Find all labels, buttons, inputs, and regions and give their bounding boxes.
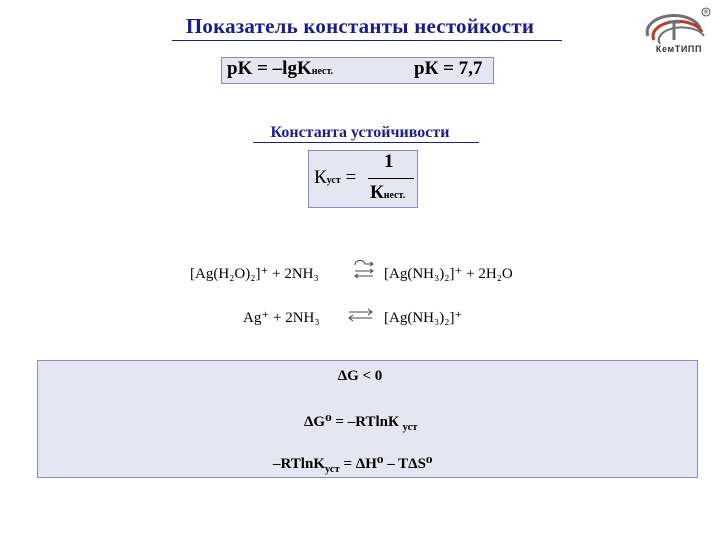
fraction-denominator-k: К <box>370 182 384 203</box>
pk-formula-right: pК = 7,7 <box>414 58 483 79</box>
k-equals: = <box>345 167 357 188</box>
subtitle-underline <box>253 142 479 143</box>
fraction-bar <box>368 178 414 179</box>
equilibrium-arrows-icon <box>346 306 376 324</box>
reaction2-reactants: Ag⁺ + 2NH₃ <box>243 310 320 326</box>
gibbs-enthalpy-equation <box>273 454 433 473</box>
gibbs-standard-equation <box>304 412 417 431</box>
gibbs-standard-sub: уст <box>402 422 418 433</box>
reaction2-products: [Ag(NH₃)₂]⁺ <box>384 310 463 326</box>
k-formula-lhs <box>314 167 356 189</box>
reaction1-reactants: [Ag(H₂O)₂]⁺ + 2NH₃ <box>190 266 319 282</box>
gibbs-enthalpy-sub: уст <box>325 464 340 475</box>
title-underline <box>172 40 562 41</box>
gibbs-standard-text: ΔG⁰ = –RTlnК <box>304 414 399 430</box>
gibbs-enthalpy-rhs: = ΔH⁰ – TΔS⁰ <box>339 456 433 472</box>
fraction-denominator-sub: нест. <box>383 190 406 201</box>
slide-title: Показатель константы нестойкости <box>185 14 535 38</box>
pk-formula-left-sub: нест. <box>311 66 334 77</box>
fraction-denominator <box>370 182 405 204</box>
pk-formula-left-text: pK = –lgK <box>227 58 312 79</box>
section-subtitle: Константа устойчивости <box>270 124 450 141</box>
gibbs-condition: ΔG < 0 <box>337 368 383 384</box>
k-symbol-sub: уст <box>326 175 341 186</box>
k-symbol: К <box>314 167 327 188</box>
equilibrium-arrows-icon <box>352 260 378 280</box>
pk-formula-left <box>227 58 333 80</box>
logo-text: КемТИПП <box>655 44 703 54</box>
reaction1-products: [Ag(NH₃)₂]⁺ + 2H₂O <box>384 266 513 282</box>
registered-mark: ® <box>703 9 709 16</box>
fraction-numerator: 1 <box>384 151 394 172</box>
gibbs-enthalpy-lhs: –RTlnK <box>273 456 325 472</box>
